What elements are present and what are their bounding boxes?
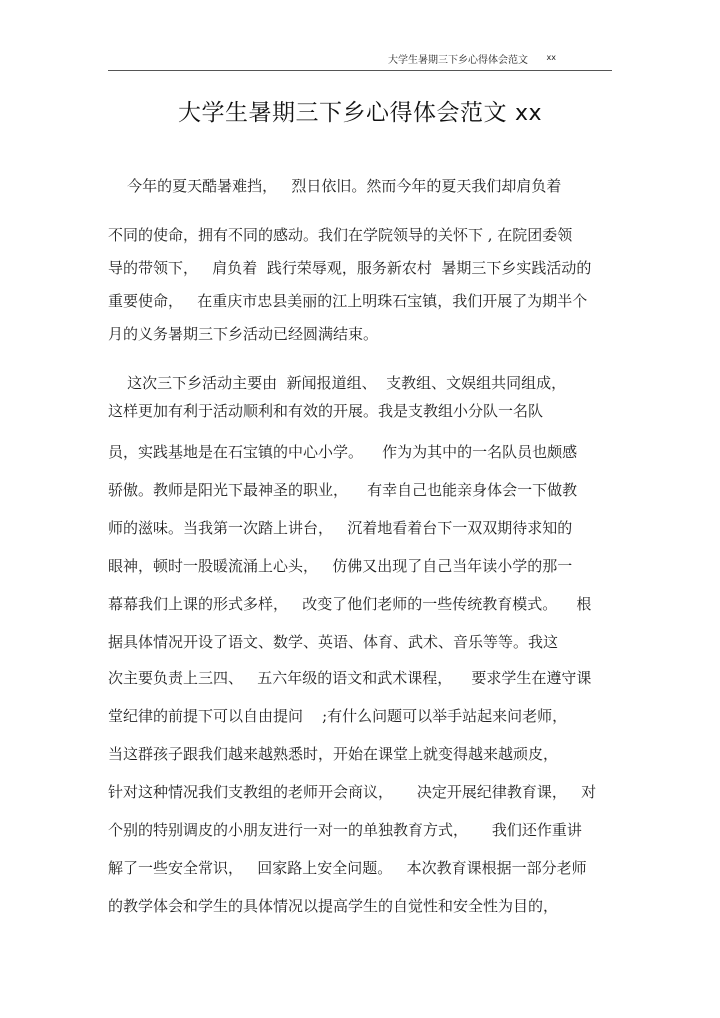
- paragraph-line: 导的带领下， 肩负着 践行荣辱观，服务新农村 暑期三下乡实践活动的: [108, 259, 592, 277]
- paragraph-line: 今年的夏天酷暑难挡， 烈日依旧。然而今年的夏天我们却肩负着: [108, 177, 562, 195]
- paragraph-line: 解了一些安全常识， 回家路上安全问题。 本次教育课根据一部分老师: [108, 859, 587, 877]
- document-title: [0, 94, 720, 127]
- header-title: 大学生暑期三下乡心得体会范文: [388, 55, 528, 66]
- paragraph-line: 不同的使命，拥有不同的感动。我们在学院领导的关怀下 , 在院团委领: [108, 226, 573, 244]
- paragraph-line: 的教学体会和学生的具体情况以提高学生的自觉性和安全性为目的，: [108, 897, 559, 915]
- paragraph-line: 员，实践基地是在石宝镇的中心小学。 作为为其中的一名队员也颇感: [108, 443, 578, 461]
- paragraph-line: 眼神，顿时一股暖流涌上心头， 仿佛又出现了自己当年读小学的那一: [108, 557, 573, 575]
- paragraph-line: 据具体情况开设了语文、数学、英语、体育、武术、音乐等等。我这: [108, 633, 559, 651]
- paragraph-line: 次主要负责上三四、 五六年级的语文和武术课程， 要求学生在遵守课: [108, 669, 592, 687]
- paragraph-line: 针对这种情况我们支教组的老师开会商议， 决定开展纪律教育课， 对: [108, 783, 597, 801]
- header-suffix: xx: [546, 53, 556, 62]
- running-header: [108, 48, 612, 71]
- paragraph-line: 重要使命， 在重庆市忠县美丽的江上明珠石宝镇，我们开展了为期半个: [108, 292, 588, 310]
- paragraph-line: 幕幕我们上课的形式多样， 改变了他们老师的一些传统教育模式。 根: [108, 595, 592, 613]
- paragraph-line: 这样更加有利于活动顺利和有效的开展。我是支教组小分队一名队: [108, 402, 544, 420]
- document-title-text: 大学生暑期三下乡心得体会范文: [177, 100, 507, 126]
- paragraph-line: 当这群孩子跟我们越来越熟悉时，开始在课堂上就变得越来越顽皮，: [108, 745, 559, 763]
- paragraph-line: 这次三下乡活动主要由 新闻报道组、 支教组、文娱组共同组成，: [108, 374, 567, 392]
- paragraph-line: 个别的特别调皮的小朋友进行一对一的单独教育方式， 我们还作重讲: [108, 821, 582, 839]
- paragraph-line: 月的义务暑期三下乡活动已经圆满结束。: [108, 325, 379, 343]
- paragraph-line: 堂纪律的前提下可以自由提问 ;有什么问题可以举手站起来问老师，: [108, 707, 568, 725]
- paragraph-line: 师的滋味。当我第一次踏上讲台， 沉着地看着台下一双双期待求知的: [108, 519, 573, 537]
- document-title-suffix: xx: [514, 101, 543, 126]
- paragraph-line: 骄傲。教师是阳光下最神圣的职业， 有幸自己也能亲身体会一下做教: [108, 481, 578, 499]
